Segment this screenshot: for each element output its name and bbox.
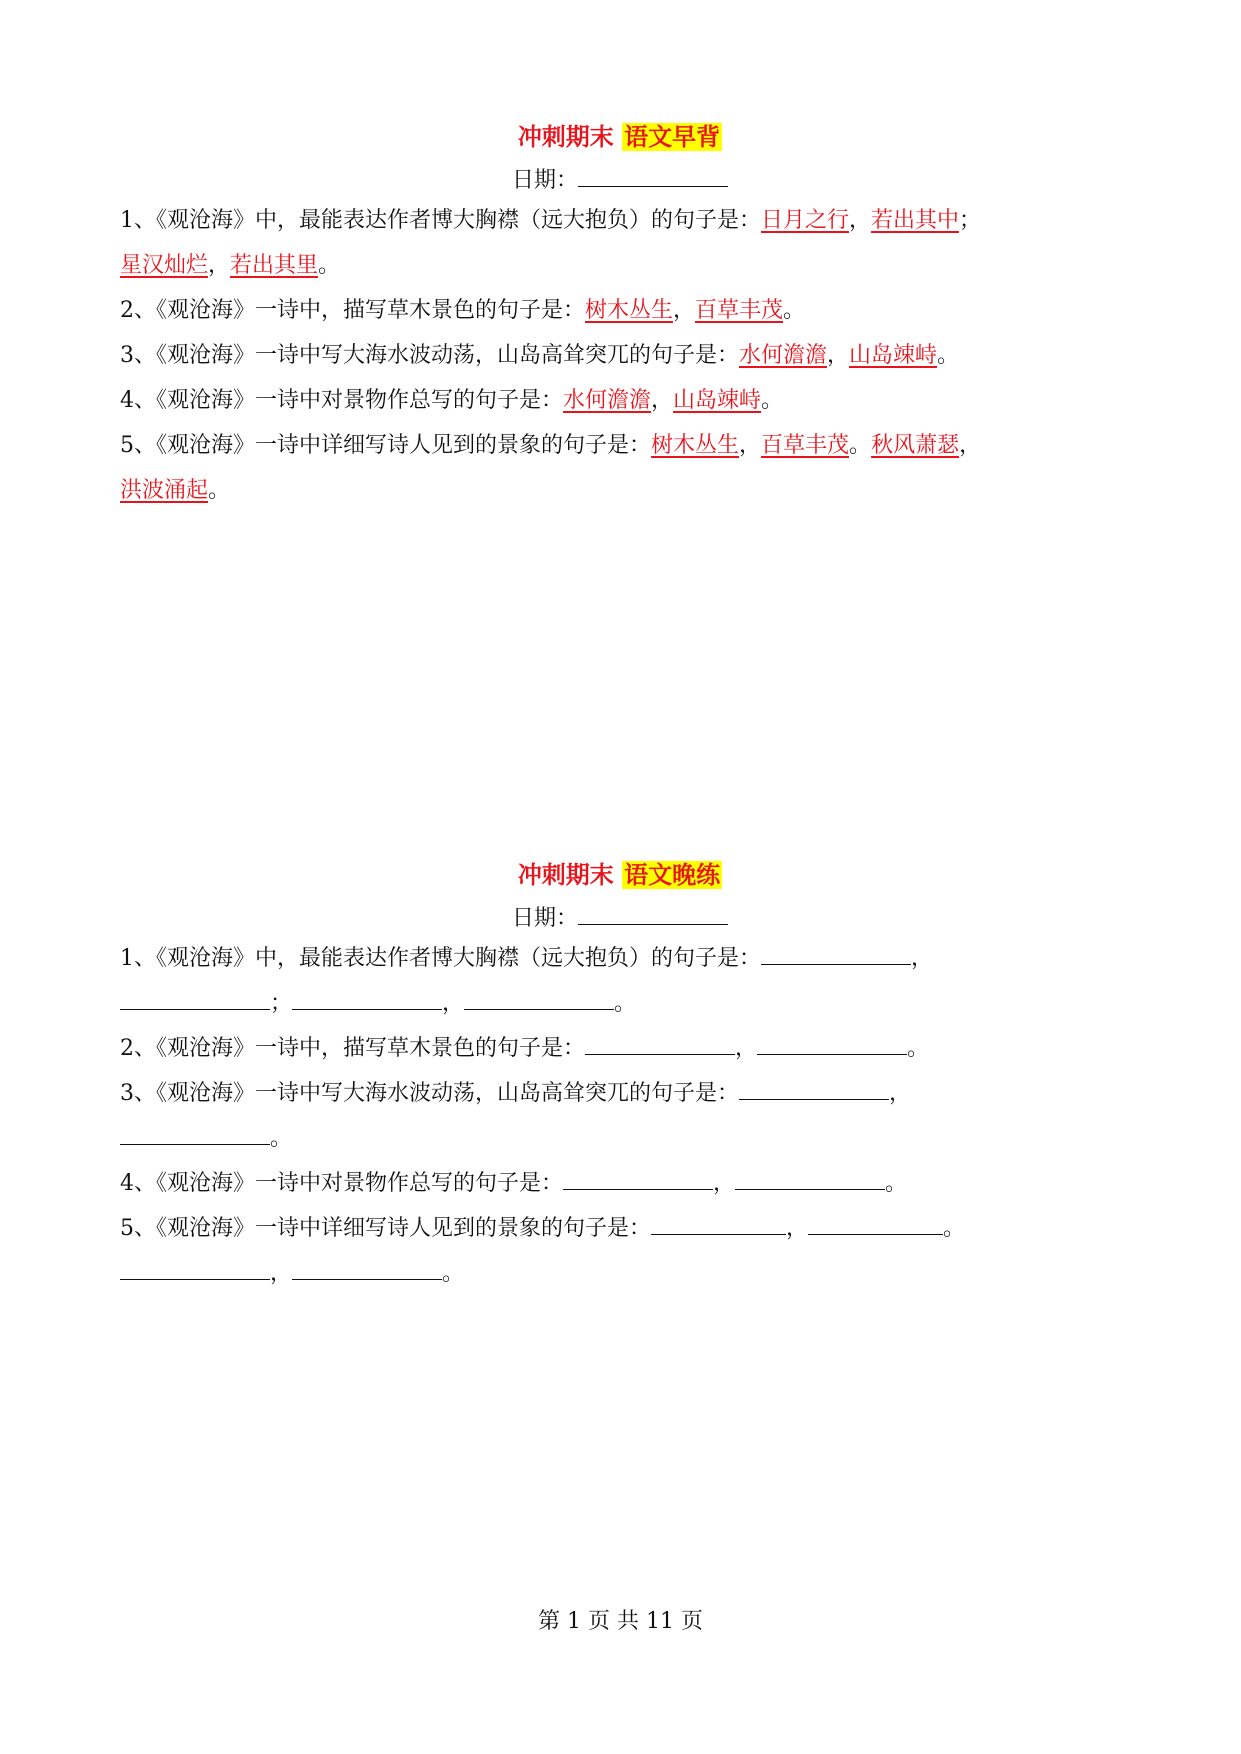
evening-q3-prefix: 3、《观沧海》一诗中写大海水波动荡，山岛高耸突兀的句子是： <box>120 1081 739 1106</box>
evening-title-highlight: 语文晚练 <box>624 861 721 889</box>
answer-blank[interactable] <box>808 1208 943 1235</box>
punct-comma: ， <box>442 991 465 1016</box>
punct-comma: ， <box>849 208 872 233</box>
answer-blank[interactable] <box>735 1163 885 1190</box>
morning-q4-prefix: 4、《观沧海》一诗中对景物作总写的句子是： <box>120 388 563 413</box>
answer-blank[interactable] <box>651 1208 786 1235</box>
answer-blank[interactable] <box>585 1028 735 1055</box>
evening-q4 <box>120 1161 1120 1206</box>
answer-blank[interactable] <box>120 1253 270 1280</box>
evening-q3-line1 <box>120 1071 1120 1116</box>
morning-q5-answer-2: 百草丰茂 <box>761 433 850 458</box>
answer-blank[interactable] <box>761 938 911 965</box>
morning-q1-line2 <box>120 243 1120 288</box>
punct-period: 。 <box>943 1216 966 1241</box>
morning-date-blank[interactable] <box>578 160 728 187</box>
punct-period: 。 <box>849 433 872 458</box>
answer-blank[interactable] <box>292 983 442 1010</box>
punct-period: 。 <box>318 253 341 278</box>
morning-q3-prefix: 3、《观沧海》一诗中写大海水波动荡，山岛高耸突兀的句子是： <box>120 343 739 368</box>
evening-section <box>120 858 1120 1296</box>
morning-title-highlight: 语文早背 <box>624 123 721 151</box>
evening-date-blank[interactable] <box>578 898 728 925</box>
evening-q4-prefix: 4、《观沧海》一诗中对景物作总写的句子是： <box>120 1171 563 1196</box>
morning-q2-prefix: 2、《观沧海》一诗中，描写草木景色的句子是： <box>120 298 585 323</box>
morning-q2-answer-1: 树木丛生 <box>585 298 674 323</box>
punct-comma: ， <box>959 433 982 458</box>
morning-q1-line1 <box>120 198 1120 243</box>
page-footer: 第 1 页 共 11 页 <box>538 1609 703 1634</box>
answer-blank[interactable] <box>120 1118 270 1145</box>
punct-comma: ， <box>270 1261 293 1286</box>
answer-blank[interactable] <box>292 1253 442 1280</box>
punct-comma: ， <box>786 1216 809 1241</box>
evening-q3-line2 <box>120 1116 1120 1161</box>
punct-period: 。 <box>442 1261 465 1286</box>
morning-q2 <box>120 288 1120 333</box>
answer-blank[interactable] <box>464 983 614 1010</box>
punct-comma: ， <box>713 1171 736 1196</box>
morning-q1-answer-2: 若出其中 <box>871 208 960 233</box>
evening-title-red: 冲刺期末 <box>517 861 614 889</box>
punct-period: 。 <box>907 1036 930 1061</box>
answer-blank[interactable] <box>757 1028 907 1055</box>
evening-q5-prefix: 5、《观沧海》一诗中详细写诗人见到的景象的句子是： <box>120 1216 651 1241</box>
punct-period: 。 <box>783 298 806 323</box>
evening-q1-prefix: 1、《观沧海》中，最能表达作者博大胸襟（远大抱负）的句子是： <box>120 946 761 971</box>
punct-period: 。 <box>885 1171 908 1196</box>
punct-period: 。 <box>270 1126 293 1151</box>
morning-date-line <box>120 160 1120 198</box>
morning-q3 <box>120 333 1120 378</box>
evening-date-label: 日期： <box>511 906 578 931</box>
punct-period: 。 <box>761 388 784 413</box>
morning-q5-answer-1: 树木丛生 <box>651 433 740 458</box>
evening-q2 <box>120 1026 1120 1071</box>
morning-q3-answer-2: 山岛竦峙 <box>849 343 938 368</box>
morning-q4-answer-1: 水何澹澹 <box>563 388 652 413</box>
morning-q5-answer-4: 洪波涌起 <box>120 478 209 503</box>
morning-title-red: 冲刺期末 <box>517 123 614 151</box>
morning-q2-answer-2: 百草丰茂 <box>695 298 784 323</box>
answer-blank[interactable] <box>739 1073 889 1100</box>
morning-q5-line1 <box>120 423 1120 468</box>
evening-date-line <box>120 898 1120 936</box>
morning-q4 <box>120 378 1120 423</box>
evening-title <box>120 858 1120 892</box>
morning-date-label: 日期： <box>511 168 578 193</box>
morning-q5-prefix: 5、《观沧海》一诗中详细写诗人见到的景象的句子是： <box>120 433 651 458</box>
punct-comma: ， <box>911 946 934 971</box>
punct-comma: ， <box>208 253 231 278</box>
punct-comma: ， <box>827 343 850 368</box>
morning-q1-answer-1: 日月之行 <box>761 208 850 233</box>
morning-q1-answer-4: 若出其里 <box>230 253 319 278</box>
evening-q5-line2 <box>120 1251 1120 1296</box>
punct-comma: ， <box>651 388 674 413</box>
punct-semicolon: ； <box>270 991 293 1016</box>
morning-section <box>120 120 1120 513</box>
punct-semicolon: ； <box>959 208 982 233</box>
morning-title <box>120 120 1120 154</box>
evening-q5-line1 <box>120 1206 1120 1251</box>
morning-q1-prefix: 1、《观沧海》中，最能表达作者博大胸襟（远大抱负）的句子是： <box>120 208 761 233</box>
morning-q1-answer-3: 星汉灿烂 <box>120 253 209 278</box>
evening-q2-prefix: 2、《观沧海》一诗中，描写草木景色的句子是： <box>120 1036 585 1061</box>
evening-q1-line1 <box>120 936 1120 981</box>
morning-q5-answer-3: 秋风萧瑟 <box>871 433 960 458</box>
punct-period: 。 <box>937 343 960 368</box>
punct-period: 。 <box>614 991 637 1016</box>
punct-comma: ， <box>735 1036 758 1061</box>
morning-q4-answer-2: 山岛竦峙 <box>673 388 762 413</box>
punct-period: 。 <box>208 478 231 503</box>
punct-comma: ， <box>739 433 762 458</box>
evening-q1-line2 <box>120 981 1120 1026</box>
morning-q3-answer-1: 水何澹澹 <box>739 343 828 368</box>
punct-comma: ， <box>673 298 696 323</box>
answer-blank[interactable] <box>563 1163 713 1190</box>
answer-blank[interactable] <box>120 983 270 1010</box>
morning-q5-line2 <box>120 468 1120 513</box>
punct-comma: ， <box>889 1081 912 1106</box>
